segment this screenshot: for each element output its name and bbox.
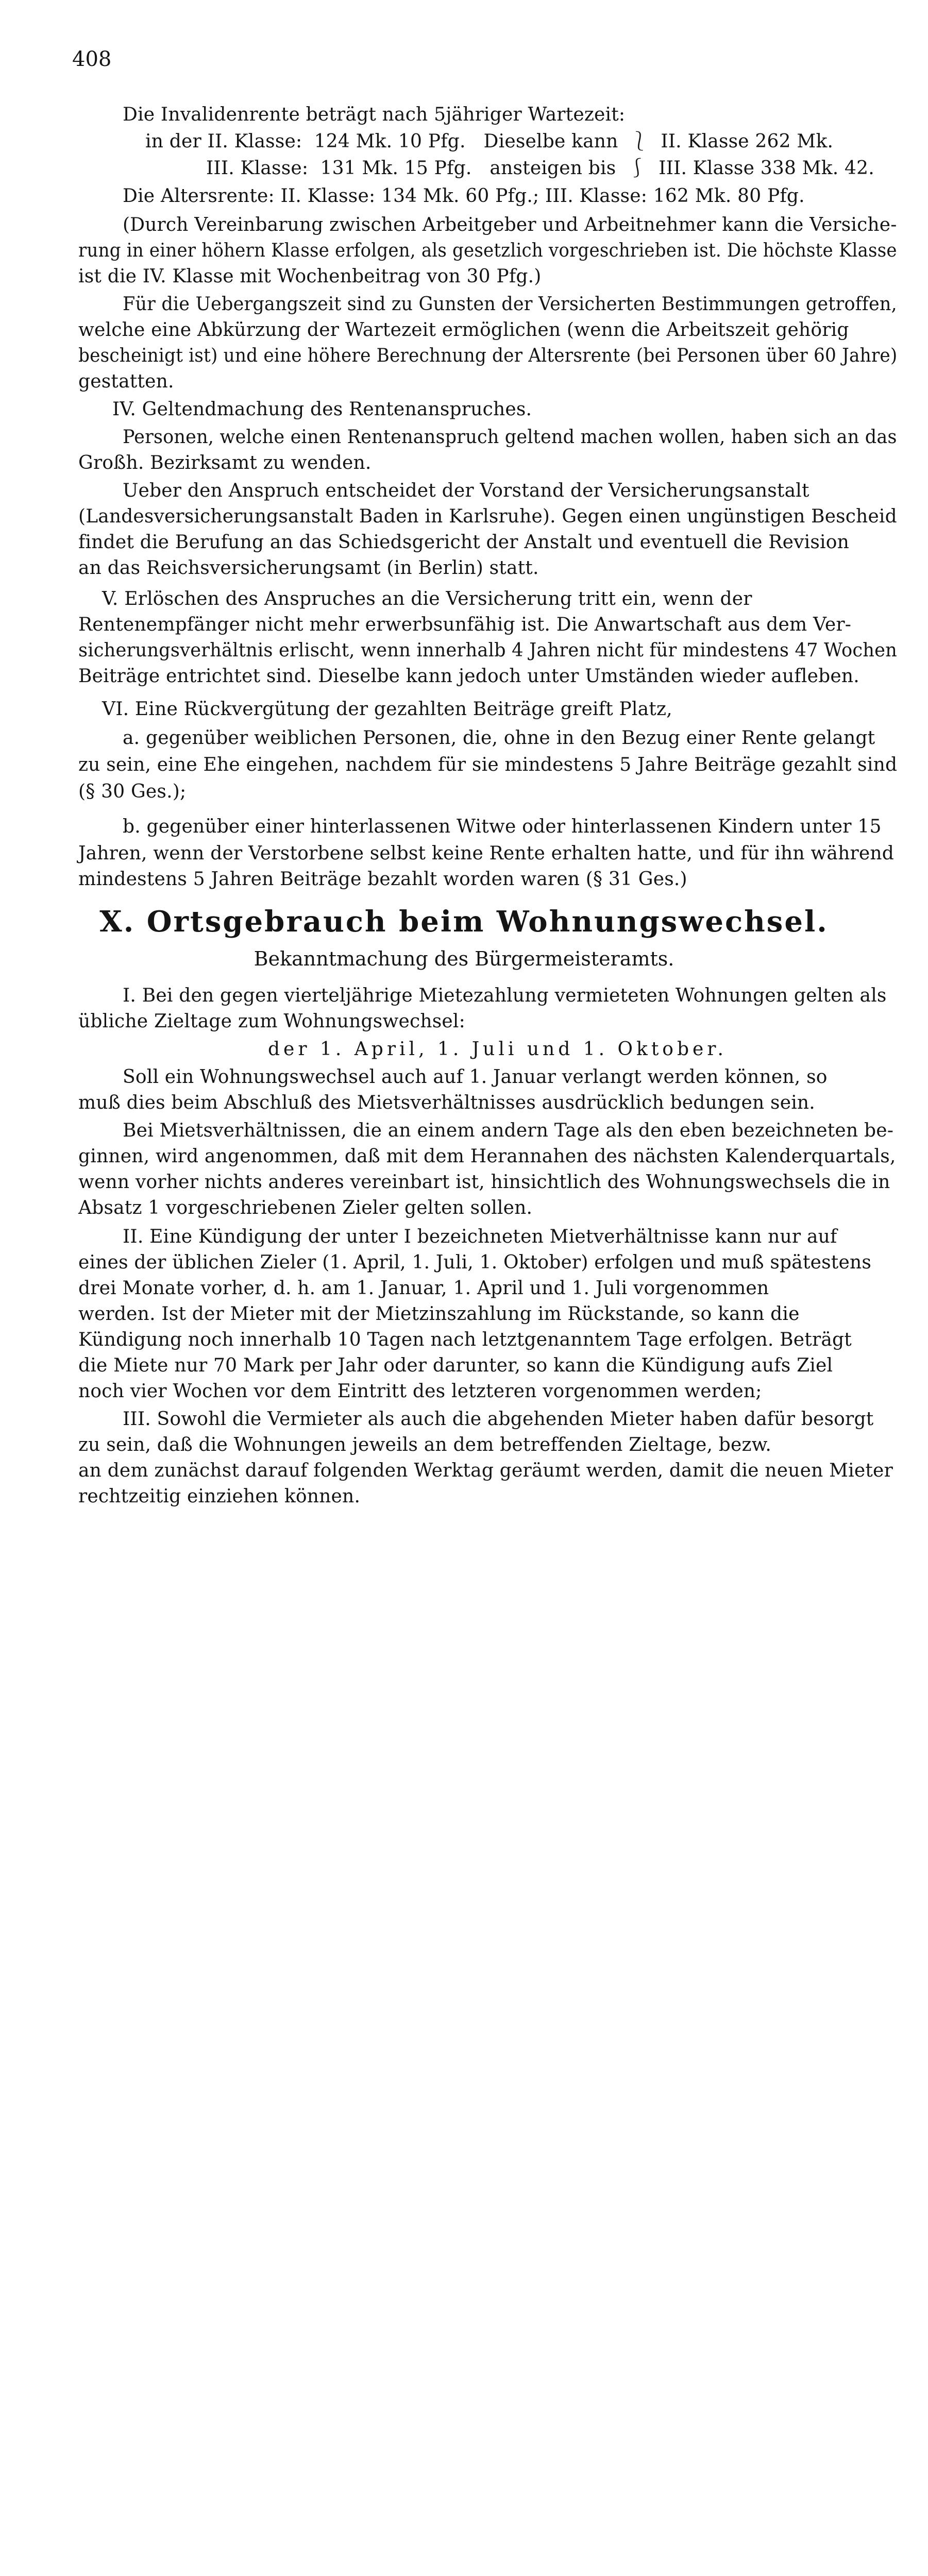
text-line: Rentenempfänger nicht mehr erwerbsunfähig ist. Die Anwartschaft aus dem Ver-: [78, 614, 852, 635]
section-heading-v: V. Erlöschen des Anspruches an die Versicherung tritt ein, wenn der: [102, 588, 752, 609]
page-number: 408: [72, 47, 112, 71]
text-line: drei Monate vorher, d. h. am 1. Januar, 1. April und 1. Juli vorgenommen: [78, 1278, 769, 1299]
section-subheading: Bekanntmachung des Bürgermeisteramts.: [254, 947, 674, 970]
text-line: III. Klasse: 131 Mk. 15 Pfg. ansteigen bis ⎰ III. Klasse 338 Mk. 42.: [206, 158, 874, 179]
text-line: sicherungsverhältnis erlischt, wenn innerhalb 4 Jahren nicht für mindestens 47 Wochen: [78, 640, 898, 661]
text-line: muß dies beim Abschluß des Mietsverhältnisses ausdrücklich bedungen sein.: [78, 1092, 815, 1113]
section-heading-iv: IV. Geltendmachung des Rentenanspruches.: [112, 399, 532, 420]
text-line: Die Invalidenrente beträgt nach 5jähriger Wartezeit:: [123, 104, 626, 125]
text-line: III. Sowohl die Vermieter als auch die abgehenden Mieter haben dafür besorgt: [123, 1409, 874, 1430]
text-line: gestatten.: [78, 371, 174, 392]
text-line: mindestens 5 Jahren Beiträge bezahlt worden waren (§ 31 Ges.): [78, 869, 687, 890]
text-line: Großh. Bezirksamt zu wenden.: [78, 452, 372, 473]
text-line-dates: der 1. April, 1. Juli und 1. Oktober.: [268, 1039, 728, 1060]
text-line: Ueber den Anspruch entscheidet der Vorstand der Versicherungsanstalt: [123, 480, 809, 501]
text-line: zu sein, daß die Wohnungen jeweils an dem betreffenden Zieltage, bezw.: [78, 1434, 772, 1455]
text-line: rechtzeitig einziehen können.: [78, 1486, 361, 1507]
text-line: an dem zunächst darauf folgenden Werktag geräumt werden, damit die neuen Mieter: [78, 1460, 893, 1481]
footer: [0, 1524, 928, 1602]
text-line: Jahren, wenn der Verstorbene selbst keine Rente erhalten hatte, und für ihn während: [78, 843, 895, 864]
text-line: Soll ein Wohnungswechsel auch auf 1. Januar verlangt werden können, so: [123, 1066, 828, 1088]
text-line: rung in einer höhern Klasse erfolgen, als gesetzlich vorgeschrieben ist. Die höchste Klasse: [78, 240, 897, 261]
text-line: Beiträge entrichtet sind. Dieselbe kann jedoch unter Umständen wieder aufleben.: [78, 666, 859, 687]
text-line: eines der üblichen Zieler (1. April, 1. Juli, 1. Oktober) erfolgen und muß spätestens: [78, 1252, 872, 1273]
text-line: (§ 30 Ges.);: [78, 781, 187, 802]
text-line: ist die IV. Klasse mit Wochenbeitrag von 30 Pfg.): [78, 266, 542, 287]
text-line: Absatz 1 vorgeschriebenen Zieler gelten sollen.: [78, 1197, 533, 1218]
text-line: a. gegenüber weiblichen Personen, die, ohne in den Bezug einer Rente gelangt: [123, 727, 875, 749]
text-line: Für die Uebergangszeit sind zu Gunsten der Versicherten Bestimmungen getroffen,: [123, 294, 897, 315]
text-line: II. Eine Kündigung der unter I bezeichneten Mietverhältnisse kann nur auf: [123, 1226, 837, 1247]
text-line: wenn vorher nichts anderes vereinbart ist, hinsichtlich des Wohnungswechsels die in: [78, 1172, 890, 1193]
text-line: b. gegenüber einer hinterlassenen Witwe oder hinterlassenen Kindern unter 15: [123, 816, 882, 837]
text-line: die Miete nur 70 Mark per Jahr oder darunter, so kann die Kündigung aufs Ziel: [78, 1355, 833, 1376]
text-line: Personen, welche einen Rentenanspruch geltend machen wollen, haben sich an das: [123, 427, 897, 448]
text-line: I. Bei den gegen vierteljährige Mietezahlung vermieteten Wohnungen gelten als: [123, 985, 887, 1006]
text-line: welche eine Abkürzung der Wartezeit ermöglichen (wenn die Arbeitszeit gehörig: [78, 319, 849, 341]
text-line: findet die Berufung an das Schiedsgericht der Anstalt und eventuell die Revision: [78, 532, 849, 553]
text-line: zu sein, eine Ehe eingehen, nachdem für sie mindestens 5 Jahre Beiträge gezahlt sind: [78, 754, 898, 775]
text-line: (Durch Vereinbarung zwischen Arbeitgeber und Arbeitnehmer kann die Versiche-: [123, 214, 897, 235]
text-line: werden. Ist der Mieter mit der Mietzinszahlung im Rückstande, so kann die: [78, 1303, 800, 1325]
section-heading-vi: VI. Eine Rückvergütung der gezahlten Beiträge greift Platz,: [102, 699, 672, 720]
text-line: in der II. Klasse: 124 Mk. 10 Pfg. Dieselbe kann ⎱ II. Klasse 262 Mk.: [145, 131, 834, 152]
text-line: Bei Mietsverhältnissen, die an einem andern Tage als den eben bezeichneten be-: [123, 1120, 894, 1141]
text-line: (Landesversicherungsanstalt Baden in Karlsruhe). Gegen einen ungünstigen Bescheid: [78, 506, 897, 527]
text-line: bescheinigt ist) und eine höhere Berechnung der Altersrente (bei Personen über 60 Jahre): [78, 345, 898, 366]
section-heading: X. Ortsgebrauch beim Wohnungswechsel.: [99, 905, 829, 939]
text-line: noch vier Wochen vor dem Eintritt des letzteren vorgenommen werden;: [78, 1381, 762, 1402]
text-line: Die Altersrente: II. Klasse: 134 Mk. 60 Pfg.; III. Klasse: 162 Mk. 80 Pfg.: [123, 185, 805, 207]
text-line: übliche Zieltage zum Wohnungswechsel:: [78, 1011, 465, 1032]
text-line: ginnen, wird angenommen, daß mit dem Herannahen des nächsten Kalenderquartals,: [78, 1146, 896, 1167]
text-line: Kündigung noch innerhalb 10 Tagen nach letztgenanntem Tage erfolgen. Beträgt: [78, 1329, 852, 1350]
text-line: an das Reichsversicherungsamt (in Berlin) statt.: [78, 557, 539, 579]
